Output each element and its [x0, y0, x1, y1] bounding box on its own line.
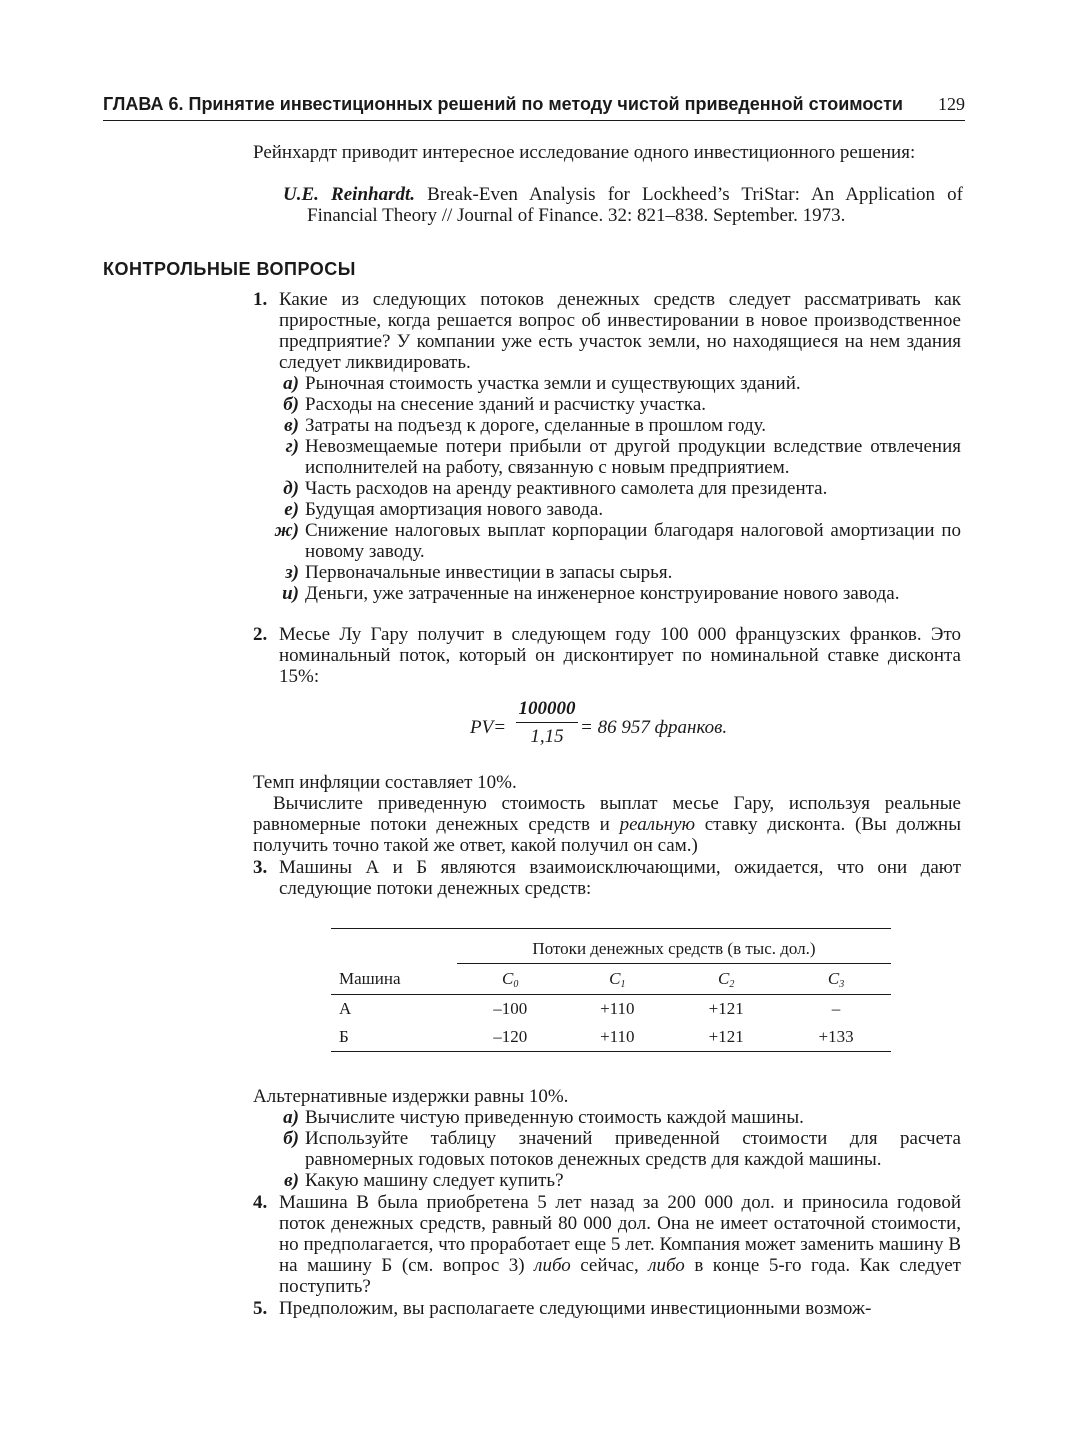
- chapter-title: [103, 92, 903, 116]
- inflation-line: Темп инфляции составляет 10%.: [253, 772, 517, 793]
- col-c3: $C_3$: [781, 964, 891, 995]
- option-e: е) Будущая амортизация нового завода.: [284, 499, 604, 520]
- col-machine: Машина: [331, 964, 457, 995]
- table-row: Б –120 +110 +121 +133: [331, 1023, 891, 1052]
- question-number: 1.: [253, 289, 268, 310]
- option-i: и) Деньги, уже затраченные на инженерное конструирование нового завода.: [282, 583, 900, 604]
- option-b: б) Используйте таблицу значений приведенной стоимости для расчета равномерных годовых потоков денежных средств для каждой машины.: [283, 1128, 961, 1170]
- option-zh: ж) Снижение налоговых выплат корпорации благодаря налоговой амортизации по новому заводу.: [274, 520, 961, 562]
- table-row: А –100 +110 +121 –: [339, 999, 841, 1018]
- formula-rhs: = 86 957 франков.: [580, 717, 728, 738]
- question-4: [253, 1192, 961, 1297]
- question-number: 4.: [253, 1192, 268, 1213]
- pv-formula: [470, 698, 790, 758]
- chapter-name: Принятие инвестиционных решений по методу чистой приведенной стоимости: [183, 94, 903, 114]
- question-number: 2.: [253, 624, 268, 645]
- reference: [283, 184, 963, 226]
- question-text: Предположим, вы располагаете следующими инвестиционными возмож-: [279, 1298, 872, 1319]
- opportunity-cost-line: Альтернативные издержки равны 10%.: [253, 1086, 569, 1107]
- fraction-bar: [516, 722, 578, 723]
- question-text: Какие из следующих потоков денежных средств следует рассматривать как приростные, когда решается вопрос об инвестировании в новое производственное предприятие? У компании уже есть участок земли, но находящиеся на нем здания следует ликвидировать.: [279, 289, 961, 373]
- emphasis-real: реальную: [619, 814, 695, 835]
- table-header-row: [331, 964, 891, 995]
- section-title: КОНТРОЛЬНЫЕ ВОПРОСЫ: [103, 259, 356, 279]
- option-v: в) Затраты на подъезд к дороге, сделанные в прошлом году.: [284, 415, 767, 436]
- question-3-options: [263, 1107, 961, 1191]
- question-number: 5.: [253, 1298, 268, 1319]
- page-number: 129: [938, 94, 965, 114]
- question-text: Машина В была приобретена 5 лет назад за 200 000 дол. и приносила годовой поток денежных средств, равный 80 000 дол. Она не имеет остаточной стоимости, но предполагается, что проработает еще 5 лет. Компания может заменить машину В на машину Б (см. вопрос 3) либо сейчас, либо в конце 5-го года. Как следует поступить?: [279, 1192, 961, 1297]
- col-c0: $C_0$: [457, 964, 563, 995]
- question-text: Месье Лу Гару получит в следующем году 100 000 французских франков. Это номинальный поток, который он дисконтирует по номинальной ставке дисконта 15%:: [279, 624, 961, 687]
- intro-paragraph: Рейнхардт приводит интересное исследование одного инвестиционного решения:: [253, 142, 916, 163]
- question-1-options: [263, 373, 961, 604]
- group-header: Потоки денежных средств (в тыс. дол.): [457, 935, 891, 964]
- col-c2: $C_2$: [671, 964, 781, 995]
- option-g: г) Невозмещаемые потери прибыли от другой продукции вследствие отвлечения исполнителей на работу, связанную с новым предприятием.: [285, 436, 961, 478]
- question-2-task: Вычислите приведенную стоимость выплат месье Гару, используя реальные равномерные потоки денежных средств и реальную ставку дисконта. (Вы должны получить точно такой же ответ, какой получил он сам.): [253, 793, 961, 856]
- question-number: 3.: [253, 857, 268, 878]
- formula-denominator: 1,15: [530, 726, 564, 747]
- running-head: [103, 92, 965, 121]
- option-b: б) Расходы на снесение зданий и расчистку участка.: [283, 394, 707, 415]
- option-d: д) Часть расходов на аренду реактивного самолета для президента.: [283, 478, 828, 499]
- formula-lhs: PV=: [470, 717, 507, 738]
- option-a: а) Вычислите чистую приведенную стоимость каждой машины.: [283, 1107, 804, 1128]
- col-c1: $C_1$: [563, 964, 671, 995]
- reference-text: Break-Even Analysis for Lockheed’s TriStar: An Application of Financial Theory // Journal of Finance. 32: 821–838. September. 1973.: [307, 184, 964, 226]
- option-v: в) Какую машину следует купить?: [284, 1170, 564, 1191]
- option-a: а) Рыночная стоимость участка земли и существующих зданий.: [283, 373, 801, 394]
- formula-numerator: 100000: [518, 698, 576, 719]
- reference-author: U.E. Reinhardt.: [283, 184, 416, 205]
- option-z: з) Первоначальные инвестиции в запасы сырья.: [285, 562, 673, 583]
- chapter-label: ГЛАВА 6.: [103, 94, 184, 114]
- question-5: [253, 1298, 961, 1319]
- question-2: [253, 624, 961, 687]
- emphasis-or: либо: [648, 1255, 685, 1276]
- question-text: Машины А и Б являются взаимоисключающими, ожидается, что они дают следующие потоки денежных средств:: [279, 857, 961, 899]
- question-3: [253, 857, 961, 899]
- cash-flow-table: [331, 928, 891, 1052]
- emphasis-either: либо: [534, 1255, 571, 1276]
- question-1: [253, 289, 961, 373]
